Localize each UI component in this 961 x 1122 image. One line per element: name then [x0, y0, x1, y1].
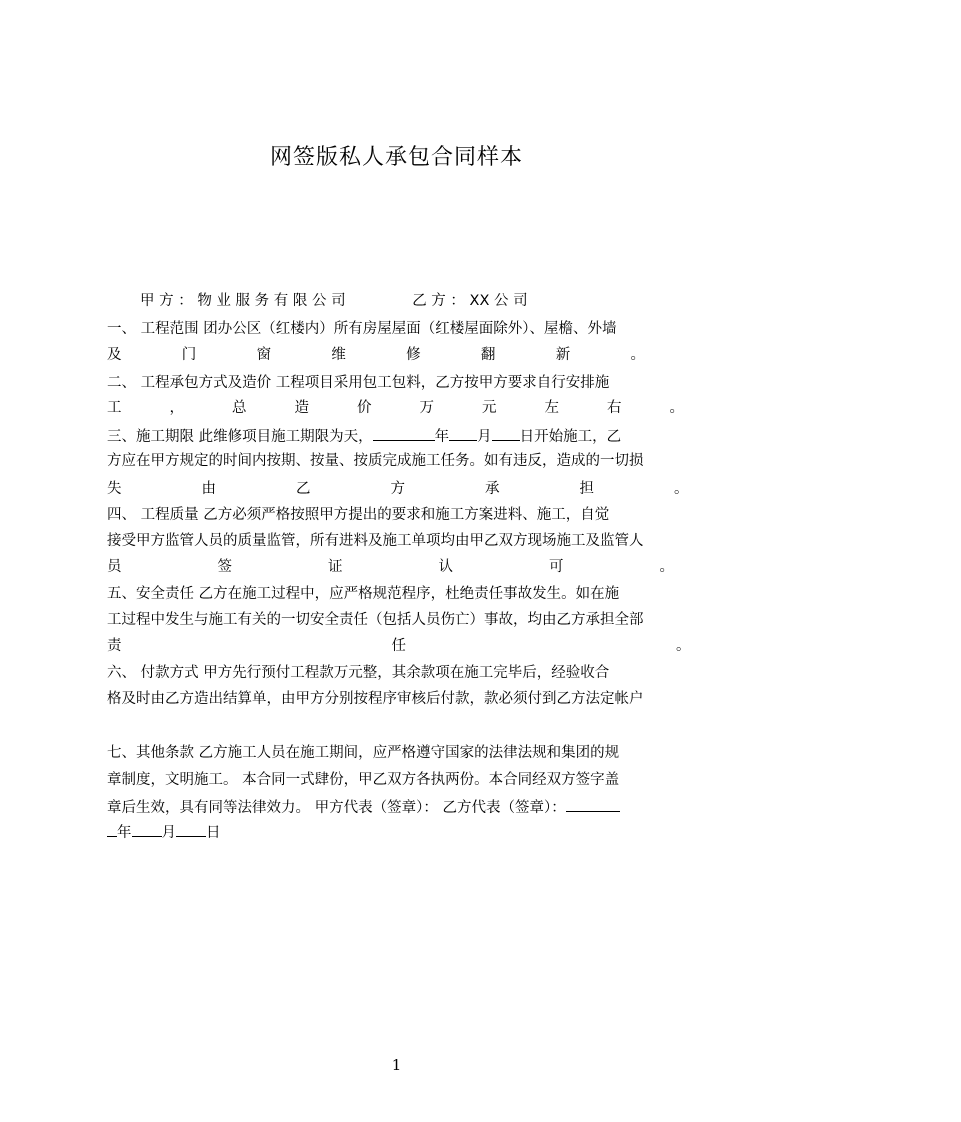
- section-3-month: 月: [477, 429, 492, 445]
- section-7-line-4: [107, 822, 697, 842]
- party-b: 乙 方 ： XX 公 司: [412, 293, 528, 309]
- section-7-line-1: 七、其他条款 乙方施工人员在施工期间，应严格遵守国家的法律法规和集团的规: [107, 745, 620, 761]
- section-3-line-3: [107, 479, 769, 499]
- section-4-line-1: 四、 工程质量 乙方必须严格按照甲方提出的要求和施工方案进料、施工，自觉: [107, 507, 610, 523]
- section-7-line-3-text: 章后生效，具有同等法律效力。 甲方代表（签章）： 乙方代表（签章）：: [107, 800, 566, 816]
- section-1-line-1: 一、 工程范围 团办公区（红楼内）所有房屋屋面（红楼屋面除外）、屋檐、外墙: [107, 321, 617, 337]
- party-b-signature-blank[interactable]: [566, 797, 620, 812]
- section-4-line-3: [107, 557, 770, 577]
- page-number: 1: [391, 1056, 402, 1074]
- section-2-line-2: [107, 398, 732, 418]
- section-2-line-1: 二、 工程承包方式及造价 工程项目采用包工包料，乙方按甲方要求自行安排施: [107, 375, 610, 391]
- section-4-line-3-text: 员签证认可。: [107, 559, 770, 575]
- section-7-year: 年: [117, 825, 132, 841]
- section-7-day-blank[interactable]: [176, 822, 206, 837]
- section-7-month-blank[interactable]: [132, 822, 162, 837]
- section-3-line-2: 方应在甲方规定的时间内按期、按量、按质完成施工任务。如有违反，造成的一切损: [107, 453, 644, 469]
- section-7-day: 日: [206, 825, 221, 841]
- document-title: 网签版私人承包合同样本: [269, 145, 523, 170]
- section-6-line-2: 格及时由乙方造出结算单，由甲方分别按程序审核后付款，款必须付到乙方法定帐户: [107, 691, 644, 707]
- section-1-line-2: [107, 345, 697, 365]
- section-5-line-2: 工过程中发生与施工有关的一切安全责任（包括人员伤亡）事故，均由乙方承担全部: [107, 612, 644, 628]
- section-7-line-3: [107, 797, 697, 817]
- section-3-day-blank[interactable]: [492, 426, 520, 441]
- section-2-line-2-text: 工，总造价万元左右。: [107, 400, 732, 416]
- section-5-line-3-text: 责任。: [107, 638, 961, 654]
- section-4-line-2: 接受甲方监管人员的质量监管，所有进料及施工单项均由甲乙双方现场施工及监管人: [107, 533, 644, 549]
- section-6-line-1: 六、 付款方式 甲方先行预付工程款万元整，其余款项在施工完毕后，经验收合: [107, 665, 610, 681]
- section-3-line-3-text: 失由乙方承担。: [107, 481, 769, 497]
- parties-line: [107, 291, 697, 311]
- party-a: 甲 方 ： 物 业 服 务 有 限 公 司: [140, 293, 346, 309]
- section-7-year-blank[interactable]: [107, 822, 117, 837]
- section-5-line-1: 五、安全责任 乙方在施工过程中，应严格规范程序，杜绝责任事故发生。如在施: [107, 586, 620, 602]
- section-7-line-2: 章制度，文明施工。 本合同一式肆份，甲乙双方各执两份。本合同经双方签字盖: [107, 772, 620, 788]
- section-3-suffix: 日开始施工，乙: [519, 429, 622, 445]
- section-3-line-1: [107, 426, 697, 446]
- section-3-year-blank[interactable]: [373, 426, 435, 441]
- section-3-prefix: 三、施工期限 此维修项目施工期限为天，: [107, 429, 373, 445]
- section-5-line-3: [107, 636, 961, 656]
- section-7-month: 月: [161, 825, 176, 841]
- section-3-month-blank[interactable]: [449, 426, 477, 441]
- section-1-line-2-text: 及门窗维修翻新。: [107, 347, 697, 363]
- section-3-year: 年: [434, 429, 450, 445]
